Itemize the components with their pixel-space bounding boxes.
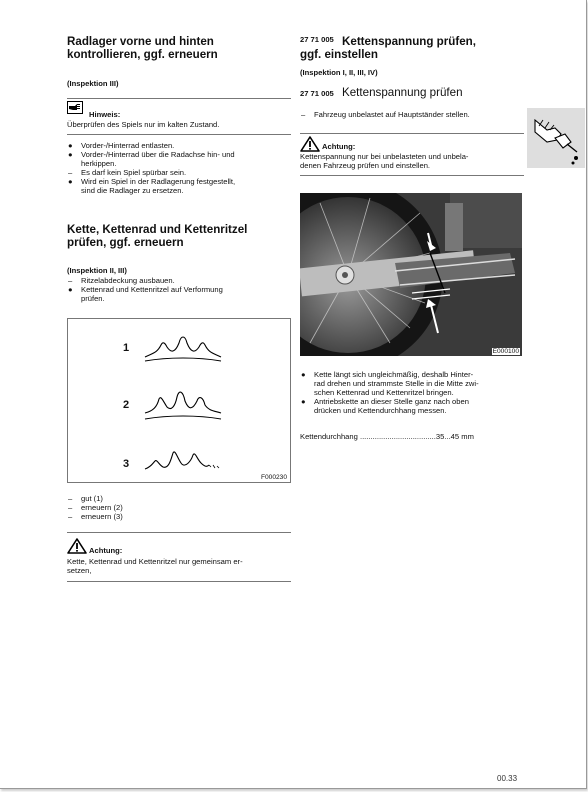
sprocket-wear-figure xyxy=(67,318,291,483)
list-item xyxy=(67,150,291,168)
figure-label-1: 1 xyxy=(123,342,130,354)
list-item-text: Vorder-/Hinterrad über die Radachse hin- und xyxy=(81,150,235,159)
list-item xyxy=(67,512,291,521)
warning-triangle-icon xyxy=(67,538,87,554)
bullet-marker: – xyxy=(68,276,73,285)
bullet-marker: – xyxy=(68,512,73,521)
list-item-text: herkippen. xyxy=(81,159,117,168)
bullet-marker: ● xyxy=(301,370,306,379)
chain-measure-steps xyxy=(300,370,524,415)
note-text: Überprüfen des Spiels nur im kalten Zustand. xyxy=(67,120,220,129)
list-item xyxy=(300,370,524,397)
warning-text: Kettenspannung nur bei unbelasteten und unbela- denen Fahrzeug prüfen und einstellen. xyxy=(300,152,469,170)
figure-label-3: 3 xyxy=(123,458,130,470)
divider xyxy=(300,133,524,134)
list-item-text: Ritzelabdeckung ausbauen. xyxy=(81,276,175,285)
list-item-text: rad drehen und strammste Stelle in die Mitte zwi- xyxy=(314,379,479,388)
list-item-text: erneuern (3) xyxy=(81,512,123,521)
divider xyxy=(67,581,291,582)
photo-id: E000100 xyxy=(492,348,519,355)
section-title-wheel-bearings: Radlager vorne und hinten kontrollieren, ggf. erneuern xyxy=(67,35,218,61)
page-number: 00.33 xyxy=(497,774,518,783)
list-item-text: Antriebskette an dieser Stelle ganz nach oben xyxy=(314,397,469,406)
inspection-label: (Inspektion III) xyxy=(67,79,119,88)
section-title-chain-tension-line2: ggf. einstellen xyxy=(300,48,378,61)
hand-oil-can-icon xyxy=(527,108,585,168)
list-item-text: Wird ein Spiel in der Radlagerung festgestellt, xyxy=(81,177,236,186)
inspection-label: (Inspektion I, II, III, IV) xyxy=(300,68,378,77)
bullet-marker: ● xyxy=(301,397,306,406)
bullet-marker: – xyxy=(68,168,73,177)
chain-slack-spec: Kettendurchhang ....................................35...45 mm xyxy=(300,432,474,441)
list-item xyxy=(67,141,291,150)
list-item xyxy=(67,285,291,303)
figure-id: F000230 xyxy=(260,474,287,481)
divider xyxy=(67,532,291,533)
bullet-marker: – xyxy=(68,494,73,503)
bullet-marker: ● xyxy=(68,177,73,186)
list-item-text: Fahrzeug unbelastet auf Hauptständer stellen. xyxy=(314,110,470,119)
note-label: Hinweis: xyxy=(89,110,121,119)
bullet-marker: ● xyxy=(68,141,73,150)
list-item-text: Kette längt sich ungleichmäßig, deshalb Hinter- xyxy=(314,370,474,379)
procedure-subtitle: Kettenspannung prüfen xyxy=(342,86,463,99)
divider xyxy=(300,175,524,176)
warning-text: Kette, Kettenrad und Kettenritzel nur gemeinsam er- setzen, xyxy=(67,557,243,575)
chain-steps-list xyxy=(67,276,291,303)
bullet-marker: – xyxy=(301,110,306,119)
list-item-text: Es darf kein Spiel spürbar sein. xyxy=(81,168,187,177)
list-item-text: gut (1) xyxy=(81,494,103,503)
list-item xyxy=(67,168,291,177)
list-item xyxy=(300,397,524,415)
list-item xyxy=(67,503,291,512)
list-item xyxy=(300,110,524,119)
list-item-text: erneuern (2) xyxy=(81,503,123,512)
inspection-label: (Inspektion II, III) xyxy=(67,266,127,275)
figure-legend xyxy=(67,494,291,521)
divider xyxy=(67,98,291,99)
list-item-text: Kettenrad und Kettenritzel auf Verformung xyxy=(81,285,223,294)
list-item xyxy=(67,276,291,285)
bullet-marker: ● xyxy=(68,285,73,294)
bearing-steps-list xyxy=(67,141,291,195)
rear-wheel-chain-illustration xyxy=(300,193,522,356)
section-title-chain-tension: Kettenspannung prüfen, xyxy=(342,35,476,48)
bullet-marker: – xyxy=(68,503,73,512)
chain-step-list xyxy=(300,110,524,119)
sprocket-worn-icon xyxy=(143,387,223,421)
hand-pointing-icon xyxy=(67,101,83,114)
sprocket-good-icon xyxy=(143,331,223,363)
chain-photo xyxy=(300,193,522,356)
list-item xyxy=(67,177,291,195)
section-title-chain-check: Kette, Kettenrad und Kettenritzel prüfen, ggf. erneuern xyxy=(67,223,248,249)
list-item-text: drücken und Kettendurchhang messen. xyxy=(314,406,447,415)
warning-label: Achtung: xyxy=(322,142,356,151)
sprocket-hooked-icon xyxy=(143,447,223,479)
list-item-text: prüfen. xyxy=(81,294,105,303)
procedure-code: 27 71 005 xyxy=(300,89,334,98)
list-item xyxy=(67,494,291,503)
list-item-text: sind die Radlager zu ersetzen. xyxy=(81,186,184,195)
chapter-tab xyxy=(527,108,585,168)
list-item-text: Vorder-/Hinterrad entlasten. xyxy=(81,141,175,150)
warning-label: Achtung: xyxy=(89,546,123,555)
divider xyxy=(67,134,291,135)
figure-label-2: 2 xyxy=(123,399,130,411)
warning-triangle-icon xyxy=(300,136,320,152)
procedure-code: 27 71 005 xyxy=(300,35,334,44)
bullet-marker: ● xyxy=(68,150,73,159)
list-item-text: schen Kettenrad und Kettenritzel bringen. xyxy=(314,388,454,397)
